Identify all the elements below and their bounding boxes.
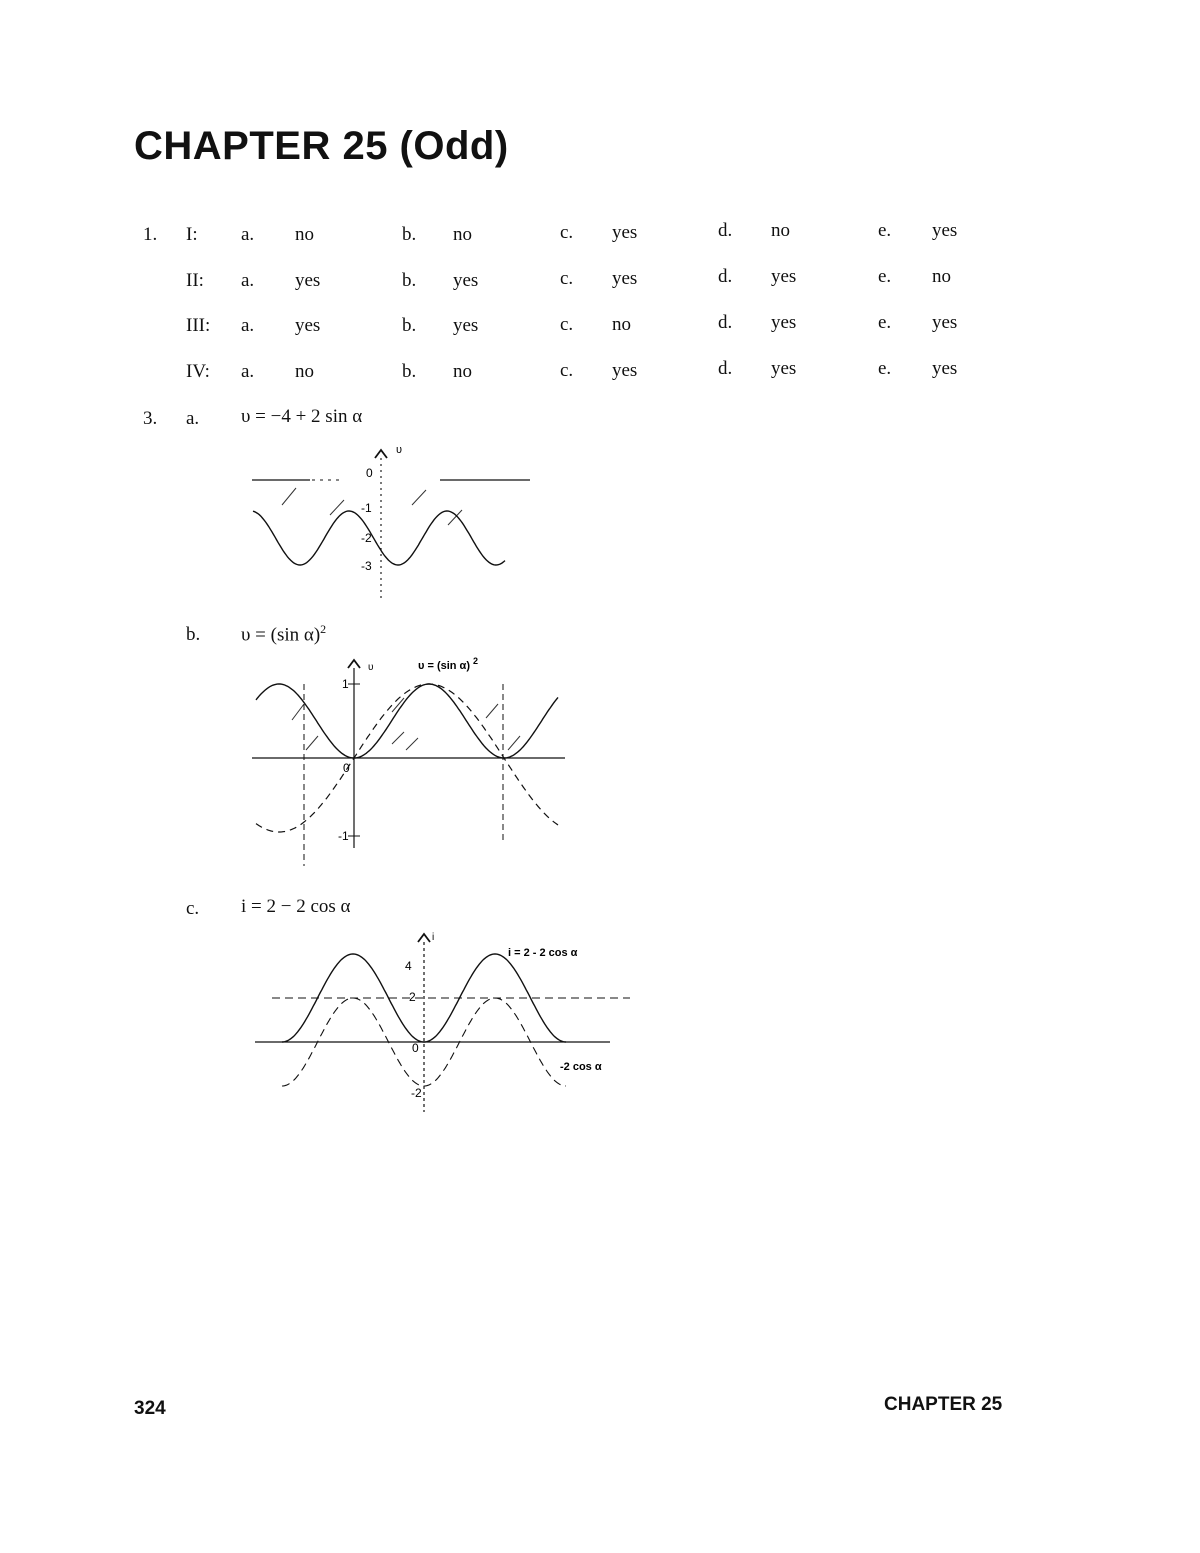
- option-answer: no: [932, 266, 951, 287]
- tick-label: 0: [412, 1041, 419, 1055]
- option-answer: no: [612, 314, 631, 335]
- figure-b: [252, 656, 565, 866]
- option-letter: c.: [560, 268, 574, 289]
- part-label: b.: [186, 624, 201, 645]
- dashed-curve: [330, 500, 344, 515]
- option-letter: b.: [402, 361, 417, 382]
- option-letter: c.: [560, 314, 574, 335]
- tick-label: -2: [361, 531, 372, 545]
- axis-label: i: [432, 932, 435, 943]
- curve-label: υ = (sin α) $^2$: [418, 656, 478, 672]
- option-letter: e.: [878, 266, 892, 287]
- tick-label: 1: [342, 677, 349, 691]
- option-answer: yes: [932, 312, 958, 333]
- problem-number: 3.: [143, 408, 158, 429]
- chapter-title: CHAPTER 25 (Odd): [134, 124, 509, 168]
- problem-number: 1.: [143, 224, 158, 245]
- option-letter: b.: [402, 270, 417, 291]
- squared-curve: [256, 684, 558, 758]
- option-letter: e.: [878, 358, 892, 379]
- tick-label: 0: [366, 466, 373, 480]
- hatch: [508, 736, 520, 750]
- option-answer: yes: [771, 358, 797, 379]
- option-answer: yes: [453, 270, 479, 291]
- option-answer: yes: [771, 266, 797, 287]
- option-answer: no: [453, 224, 472, 245]
- option-letter: b.: [402, 315, 417, 336]
- option-answer: yes: [932, 220, 958, 241]
- equation-a: υ = −4 + 2 sin α: [241, 406, 363, 427]
- tick-label: -1: [361, 501, 372, 515]
- option-letter: c.: [560, 222, 574, 243]
- option-answer: yes: [295, 315, 321, 336]
- curve-label: i = 2 - 2 cos α: [508, 947, 578, 959]
- option-letter: d.: [718, 220, 733, 241]
- option-letter: a.: [241, 224, 255, 245]
- arrow-up-icon: [375, 450, 387, 458]
- hatch: [406, 738, 418, 750]
- option-letter: d.: [718, 312, 733, 333]
- dashed-curve-label: -2 cos α: [560, 1061, 602, 1073]
- arrow-up-icon: [418, 934, 430, 942]
- dashed-curve: [282, 488, 296, 505]
- page-number: 324: [134, 1398, 166, 1419]
- option-letter: d.: [718, 358, 733, 379]
- running-footer: CHAPTER 25: [884, 1394, 1003, 1415]
- figure-c: [255, 932, 630, 1112]
- row-label: IV:: [186, 361, 210, 382]
- option-answer: yes: [932, 358, 958, 379]
- sine-curve: [253, 511, 505, 565]
- equation-b: [241, 622, 326, 646]
- option-answer: yes: [612, 222, 638, 243]
- equation-c: i = 2 − 2 cos α: [241, 896, 351, 917]
- option-answer: yes: [295, 270, 321, 291]
- dashed-curve: [412, 490, 426, 505]
- tick-label: -3: [361, 559, 372, 573]
- tick-label: 4: [405, 959, 412, 973]
- row-label: I:: [186, 224, 198, 245]
- option-answer: no: [295, 224, 314, 245]
- option-letter: a.: [241, 315, 255, 336]
- equation-exponent: 2: [320, 622, 327, 636]
- option-letter: a.: [241, 270, 255, 291]
- option-letter: c.: [560, 360, 574, 381]
- option-letter: e.: [878, 220, 892, 241]
- option-letter: a.: [241, 361, 255, 382]
- part-label: a.: [186, 408, 200, 429]
- option-answer: yes: [771, 312, 797, 333]
- tick-label: 2: [409, 990, 416, 1004]
- option-answer: yes: [453, 315, 479, 336]
- row-label: III:: [186, 315, 211, 336]
- tick-label: 0: [343, 761, 350, 775]
- axis-label: υ: [368, 662, 374, 673]
- option-answer: yes: [612, 360, 638, 381]
- option-answer: no: [771, 220, 790, 241]
- tick-label: -1: [338, 829, 349, 843]
- hatch: [292, 704, 304, 720]
- arrow-up-icon: [348, 660, 360, 668]
- option-answer: yes: [612, 268, 638, 289]
- option-letter: d.: [718, 266, 733, 287]
- row-label: II:: [186, 270, 204, 291]
- hatch: [486, 704, 498, 718]
- part-label: c.: [186, 898, 200, 919]
- option-letter: e.: [878, 312, 892, 333]
- option-answer: no: [453, 361, 472, 382]
- hatch: [392, 732, 404, 744]
- hatch: [306, 736, 318, 750]
- axis-label: υ: [396, 444, 403, 456]
- option-answer: no: [295, 361, 314, 382]
- equation-text: υ = (sin α): [241, 624, 321, 646]
- option-letter: b.: [402, 224, 417, 245]
- tick-label: -2: [411, 1086, 422, 1100]
